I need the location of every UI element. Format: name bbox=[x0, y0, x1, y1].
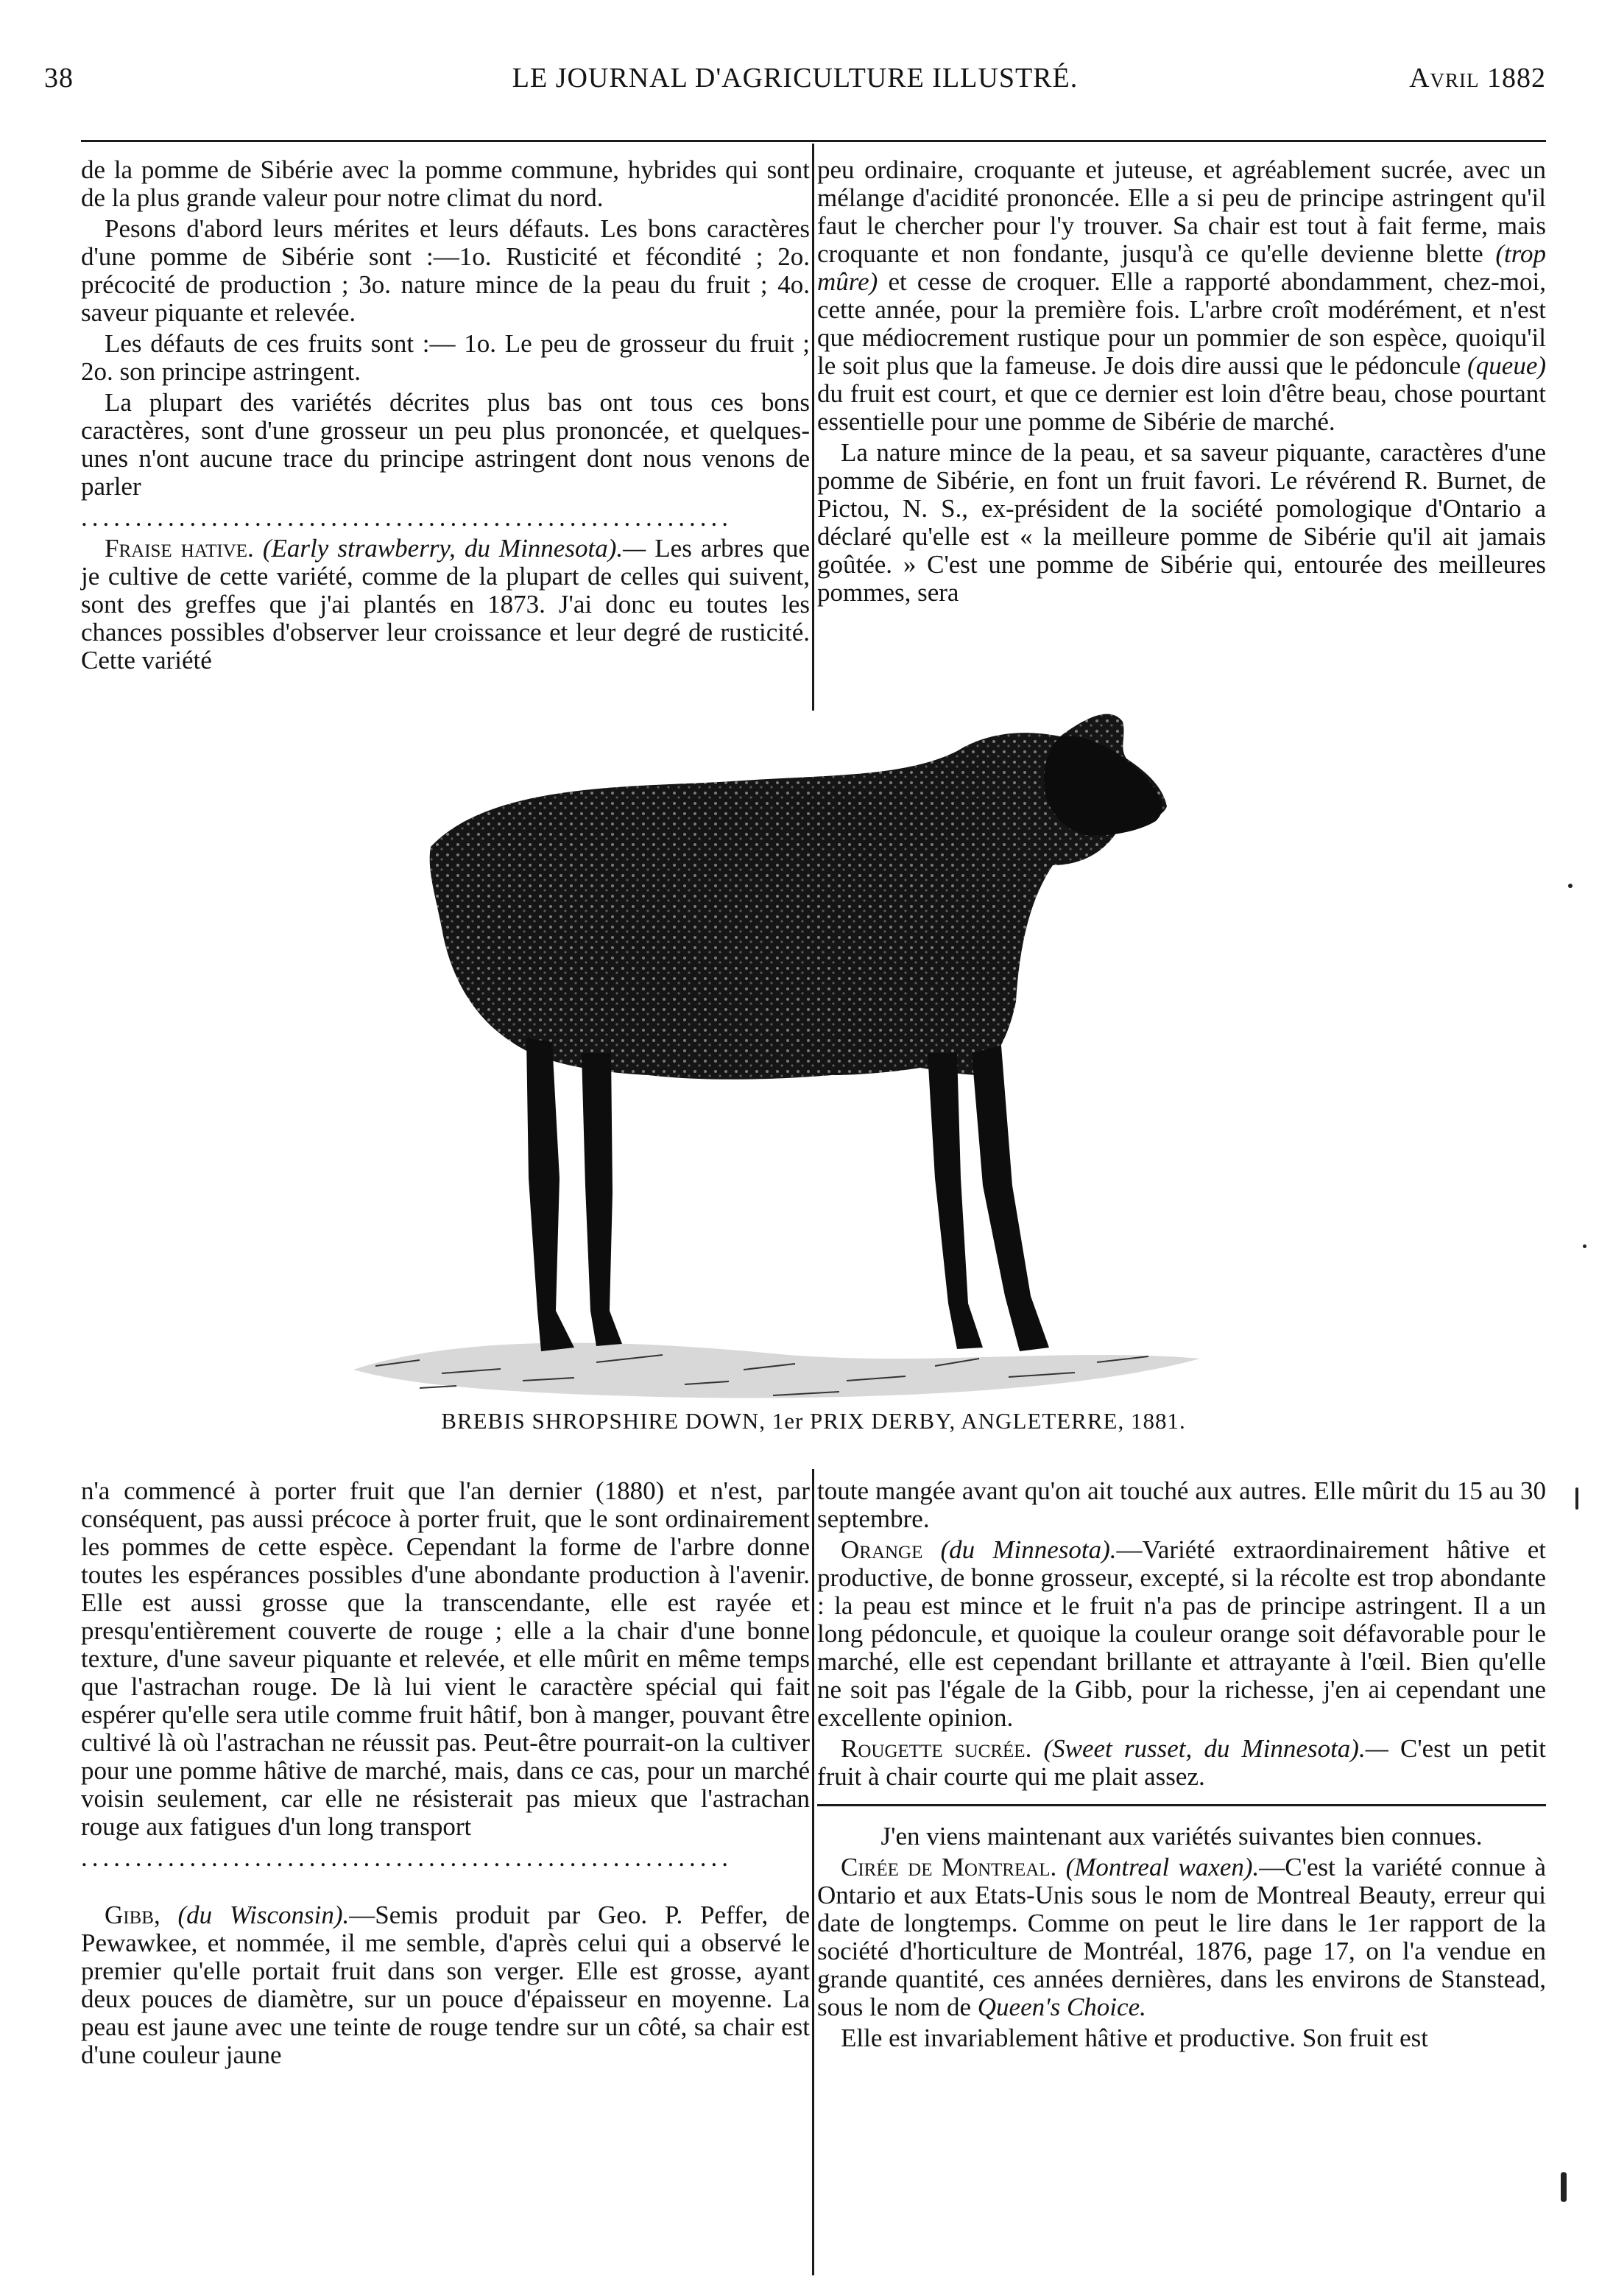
page-number: 38 bbox=[44, 63, 74, 94]
text-run: et cesse de croquer. Elle a rapporté abondamment, chez-moi, cette année, pour la première fois. L'arbre croît modérément, et n'est que médiocrement rustique pour un pommier de son espèce, quoiqu'il le soit plus que la fameuse. Je dois dire aussi que le pédoncule bbox=[817, 267, 1546, 380]
paragraph: toute mangée avant qu'on ait touché aux autres. Elle mûrit du 15 au 30 septembre. bbox=[817, 1476, 1546, 1533]
variety-synonym: (Early strawberry, du Minnesota).— bbox=[262, 534, 646, 563]
journal-title: LE JOURNAL D'AGRICULTURE ILLUSTRÉ. bbox=[512, 63, 1079, 94]
variety-name: Cirée de Montreal. bbox=[841, 1853, 1057, 1881]
paragraph: Pesons d'abord leurs mérites et leurs défauts. Les bons caractères d'une pomme de Sibérie sont :—1o. Rusticité et fécondité ; 2o. précocité de production ; 3o. nature mince de la peau du fruit ; 4o. saveur piquante et relevée. bbox=[81, 214, 810, 327]
lower-left-column bbox=[81, 1477, 810, 2072]
text-run: (trop mûre) bbox=[817, 239, 1547, 296]
paragraph: Les défauts de ces fruits sont :— 1o. Le peu de grosseur du fruit ; 2o. son principe astringent. bbox=[81, 329, 810, 386]
variety-text: —Variété extraordinairement hâtive et productive, de bonne grosseur, excepté, si la récolte est trop abondante : la peau est mince et le fruit n'a pas de principe astringent. Il a un long pédoncule, et quoique la couleur orange soit défavorable pour le marché, elle est cependant brillante et attrayante à l'œil. Bien qu'elle ne soit pas l'égale de la Gibb, pour la richesse, j'en ai cependant une excellente opinion. bbox=[817, 1535, 1547, 1732]
section-rule bbox=[817, 1804, 1546, 1806]
text-run: peu ordinaire, croquante et juteuse, et agréablement sucrée, avec un mélange d'acidité prononcée. Elle a si peu de principe astringent qu'il faut le chercher pour l'y trouver. Sa chair est tout à fait ferme, mais croquante et non fondante, jusqu'à ce qu'elle devienne blette bbox=[817, 155, 1546, 268]
variety-text: C'est un petit fruit à chair courte qui me plait assez. bbox=[817, 1734, 1546, 1791]
variety-paragraph-orange bbox=[817, 1536, 1546, 1732]
ink-speck bbox=[1568, 884, 1573, 888]
separator-dots: ............................................................ bbox=[81, 1844, 733, 1872]
column-divider bbox=[812, 1469, 814, 2275]
paragraph: n'a commencé à porter fruit que l'an dernier (1880) et n'est, par conséquent, pas aussi précoce à porter fruit, que le sont ordinairement les pommes de cette espèce. Cependant la forme de l'arbre donne toutes les espérances possibles d'une abondante production à l'avenir. Elle est aussi grosse que la transcendante, elle est rayée et presqu'entièrement couverte de rouge ; elle a la chair d'une bonne texture, d'une saveur piquante et relevée, et elle mûrit en même temps que l'astrachan rouge. De là lui vient le caractère spécial qui fait espérer qu'elle sera utile comme fruit hâtif, bon à manger, pouvant être cultivé là où l'astrachan ne réussit pas. Peut-être pourrait-on la cultiver pour une pomme hâtive de marché, mais, dans ce cas, pour un marché voisin seulement, car elle ne résisterait pas mieux que l'astrachan rouge aux fatigues d'un long transport bbox=[81, 1476, 810, 1841]
text-run: du fruit est court, et que ce dernier est loin d'être beau, chose pourtant essentielle pour une pomme de Sibérie de marché. bbox=[817, 379, 1546, 436]
upper-right-column bbox=[817, 156, 1546, 610]
variety-text: Queen's Choice. bbox=[977, 1993, 1146, 2021]
variety-text: —C'est la variété connue à Ontario et aux Etats-Unis sous le nom de Montreal Beauty, erreur qui date de longtemps. Comme on peut le lire dans le 1er rapport de la société d'horticulture de Montréal, 1876, page 17, on l'a vendue en grande quantité, ces années dernières, dans les environs de Stanstead, sous le nom de bbox=[817, 1853, 1547, 2021]
paragraph: de la pomme de Sibérie avec la pomme commune, hybrides qui sont de la plus grande valeur pour notre climat du nord. bbox=[81, 155, 810, 212]
variety-synonym: (du Wisconsin). bbox=[177, 1901, 350, 1929]
variety-paragraph-gibb bbox=[81, 1901, 810, 2069]
paragraph bbox=[817, 156, 1546, 436]
variety-name: Fraise hative. bbox=[105, 534, 254, 563]
variety-synonym: (Sweet russet, du Minnesota).— bbox=[1043, 1734, 1388, 1763]
paragraph: Elle est invariablement hâtive et productive. Son fruit est bbox=[841, 2024, 1428, 2052]
sheep-engraving bbox=[331, 707, 1303, 1406]
page-header bbox=[44, 62, 1546, 106]
variety-paragraph-fraise bbox=[81, 535, 810, 675]
sheep-head bbox=[1044, 736, 1162, 836]
upper-left-column bbox=[81, 156, 810, 677]
variety-text: Les arbres que je cultive de cette variété, comme de la plupart de celles qui suivent, sont des greffes que j'ai plantés en 1873. J'ai donc eu toutes les chances possibles d'observer leur croissance et leur degré de rusticité. Cette variété bbox=[81, 534, 811, 675]
variety-paragraph-rougette bbox=[817, 1735, 1546, 1791]
lower-right-column bbox=[817, 1477, 1546, 2055]
issue-date: Avril 1882 bbox=[1409, 63, 1546, 94]
ink-speck bbox=[1583, 1244, 1586, 1248]
variety-synonym: (Montreal waxen). bbox=[1065, 1853, 1260, 1881]
variety-text: —Semis produit par Geo. P. Peffer, de Pewawkee, et nommée, il me semble, d'après celui qui a observé le premier qu'elle portait fruit dans son verger. Elle est grosse, ayant deux pouces de diamètre, sur un pouce d'épaisseur en moyenne. La peau est jaune avec une teinte de rouge tendre sur un côté, sa chair est d'une couleur jaune bbox=[81, 1901, 811, 2069]
column-divider bbox=[812, 144, 814, 711]
separator-dots: ............................................................ bbox=[81, 504, 733, 532]
figure-caption: BREBIS SHROPSHIRE DOWN, 1er PRIX DERBY, ANGLETERRE, 1881. bbox=[441, 1408, 1186, 1434]
text-run: (queue) bbox=[1467, 351, 1547, 380]
header-rule bbox=[81, 140, 1546, 142]
variety-name: Orange bbox=[841, 1535, 923, 1564]
variety-synonym: (du Minnesota). bbox=[940, 1535, 1117, 1564]
variety-name: Gibb, bbox=[105, 1901, 160, 1929]
paragraph: J'en viens maintenant aux variétés suivantes bien connues. bbox=[880, 1822, 1483, 1850]
sheep-illustration bbox=[331, 707, 1303, 1406]
paragraph: La plupart des variétés décrites plus bas ont tous ces bons caractères, sont d'une grosseur un peu plus prononcée, et quelques-unes n'ont aucune trace du principe astringent dont nous venons de parler bbox=[81, 388, 810, 501]
variety-paragraph-ciree bbox=[817, 1853, 1546, 2021]
paragraph: La nature mince de la peau, et sa saveur piquante, caractères d'une pomme de Sibérie, en font un fruit favori. Le révérend R. Burnet, de Pictou, N. S., ex-président de la société pomologique d'Ontario a déclaré qu'elle est « la meilleure pomme de Sibérie qu'il ait jamais goûtée. » C'est une pomme de Sibérie qui, entourée des meilleures pommes, sera bbox=[817, 438, 1546, 607]
ink-speck bbox=[1561, 2172, 1567, 2202]
ink-speck bbox=[1575, 1487, 1578, 1510]
sheep-legs bbox=[526, 1038, 1049, 1351]
variety-name: Rougette sucrée. bbox=[841, 1734, 1032, 1763]
